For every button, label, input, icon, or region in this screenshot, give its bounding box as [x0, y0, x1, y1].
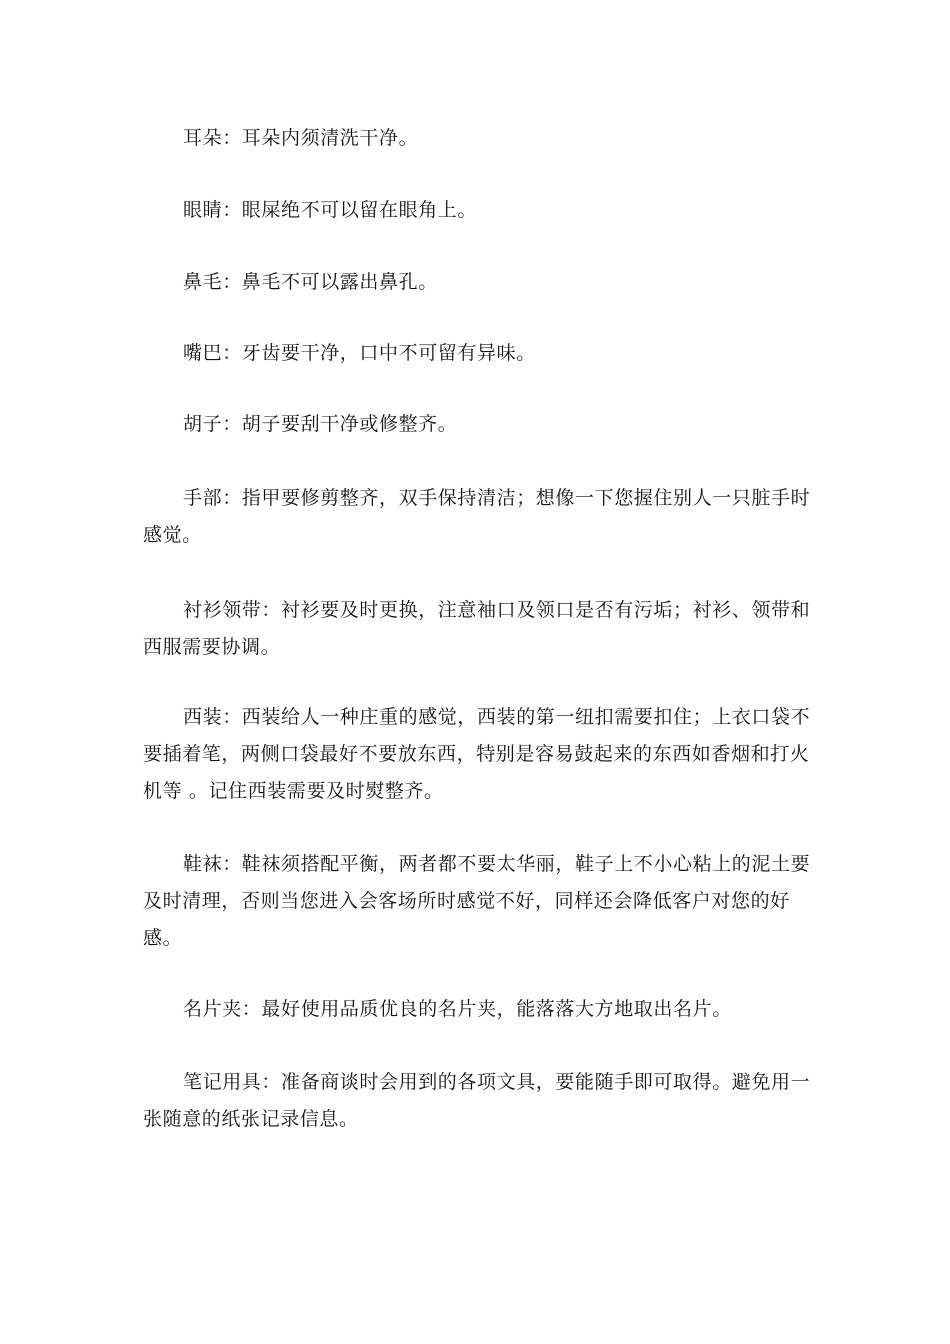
paragraph-beard: 胡子：胡子要刮干净或修整齐。	[183, 413, 458, 435]
paragraph-stationery: 笔记用具：准备商谈时会用到的各项文具，要能随手即可取得。避免用一张随意的纸张记录信息。	[143, 1071, 811, 1130]
paragraph-hands: 手部：指甲要修剪整齐，双手保持清洁；想像一下您握住别人一只脏手时感觉。	[143, 487, 811, 546]
paragraph-mouth: 嘴巴：牙齿要干净，口中不可留有异味。	[183, 342, 536, 364]
paragraph-card-holder: 名片夹：最好使用品质优良的名片夹，能落落大方地取出名片。	[183, 998, 732, 1020]
paragraph-shoes-socks: 鞋袜：鞋袜须搭配平衡，两者都不要太华丽，鞋子上不小心粘上的泥土要及时清理，否则当您进入会客场所时感觉不好，同样还会降低客户对您的好感。	[143, 853, 811, 949]
paragraph-nose-hair: 鼻毛：鼻毛不可以露出鼻孔。	[183, 271, 438, 293]
paragraph-eyes: 眼睛：眼屎绝不可以留在眼角上。	[183, 199, 478, 221]
paragraph-suit: 西装：西装给人一种庄重的感觉，西装的第一纽扣需要扣住；上衣口袋不要插着笔，两侧口袋最好不要放东西，特别是容易鼓起来的东西如香烟和打火机等 。记住西装需要及时熨整齐。	[143, 706, 811, 802]
paragraph-ears: 耳朵：耳朵内须清洗干净。	[183, 127, 419, 149]
paragraph-shirt-tie: 衬衫领带：衬衫要及时更换，注意袖口及领口是否有污垢；衬衫、领带和西服需要协调。	[143, 599, 811, 658]
